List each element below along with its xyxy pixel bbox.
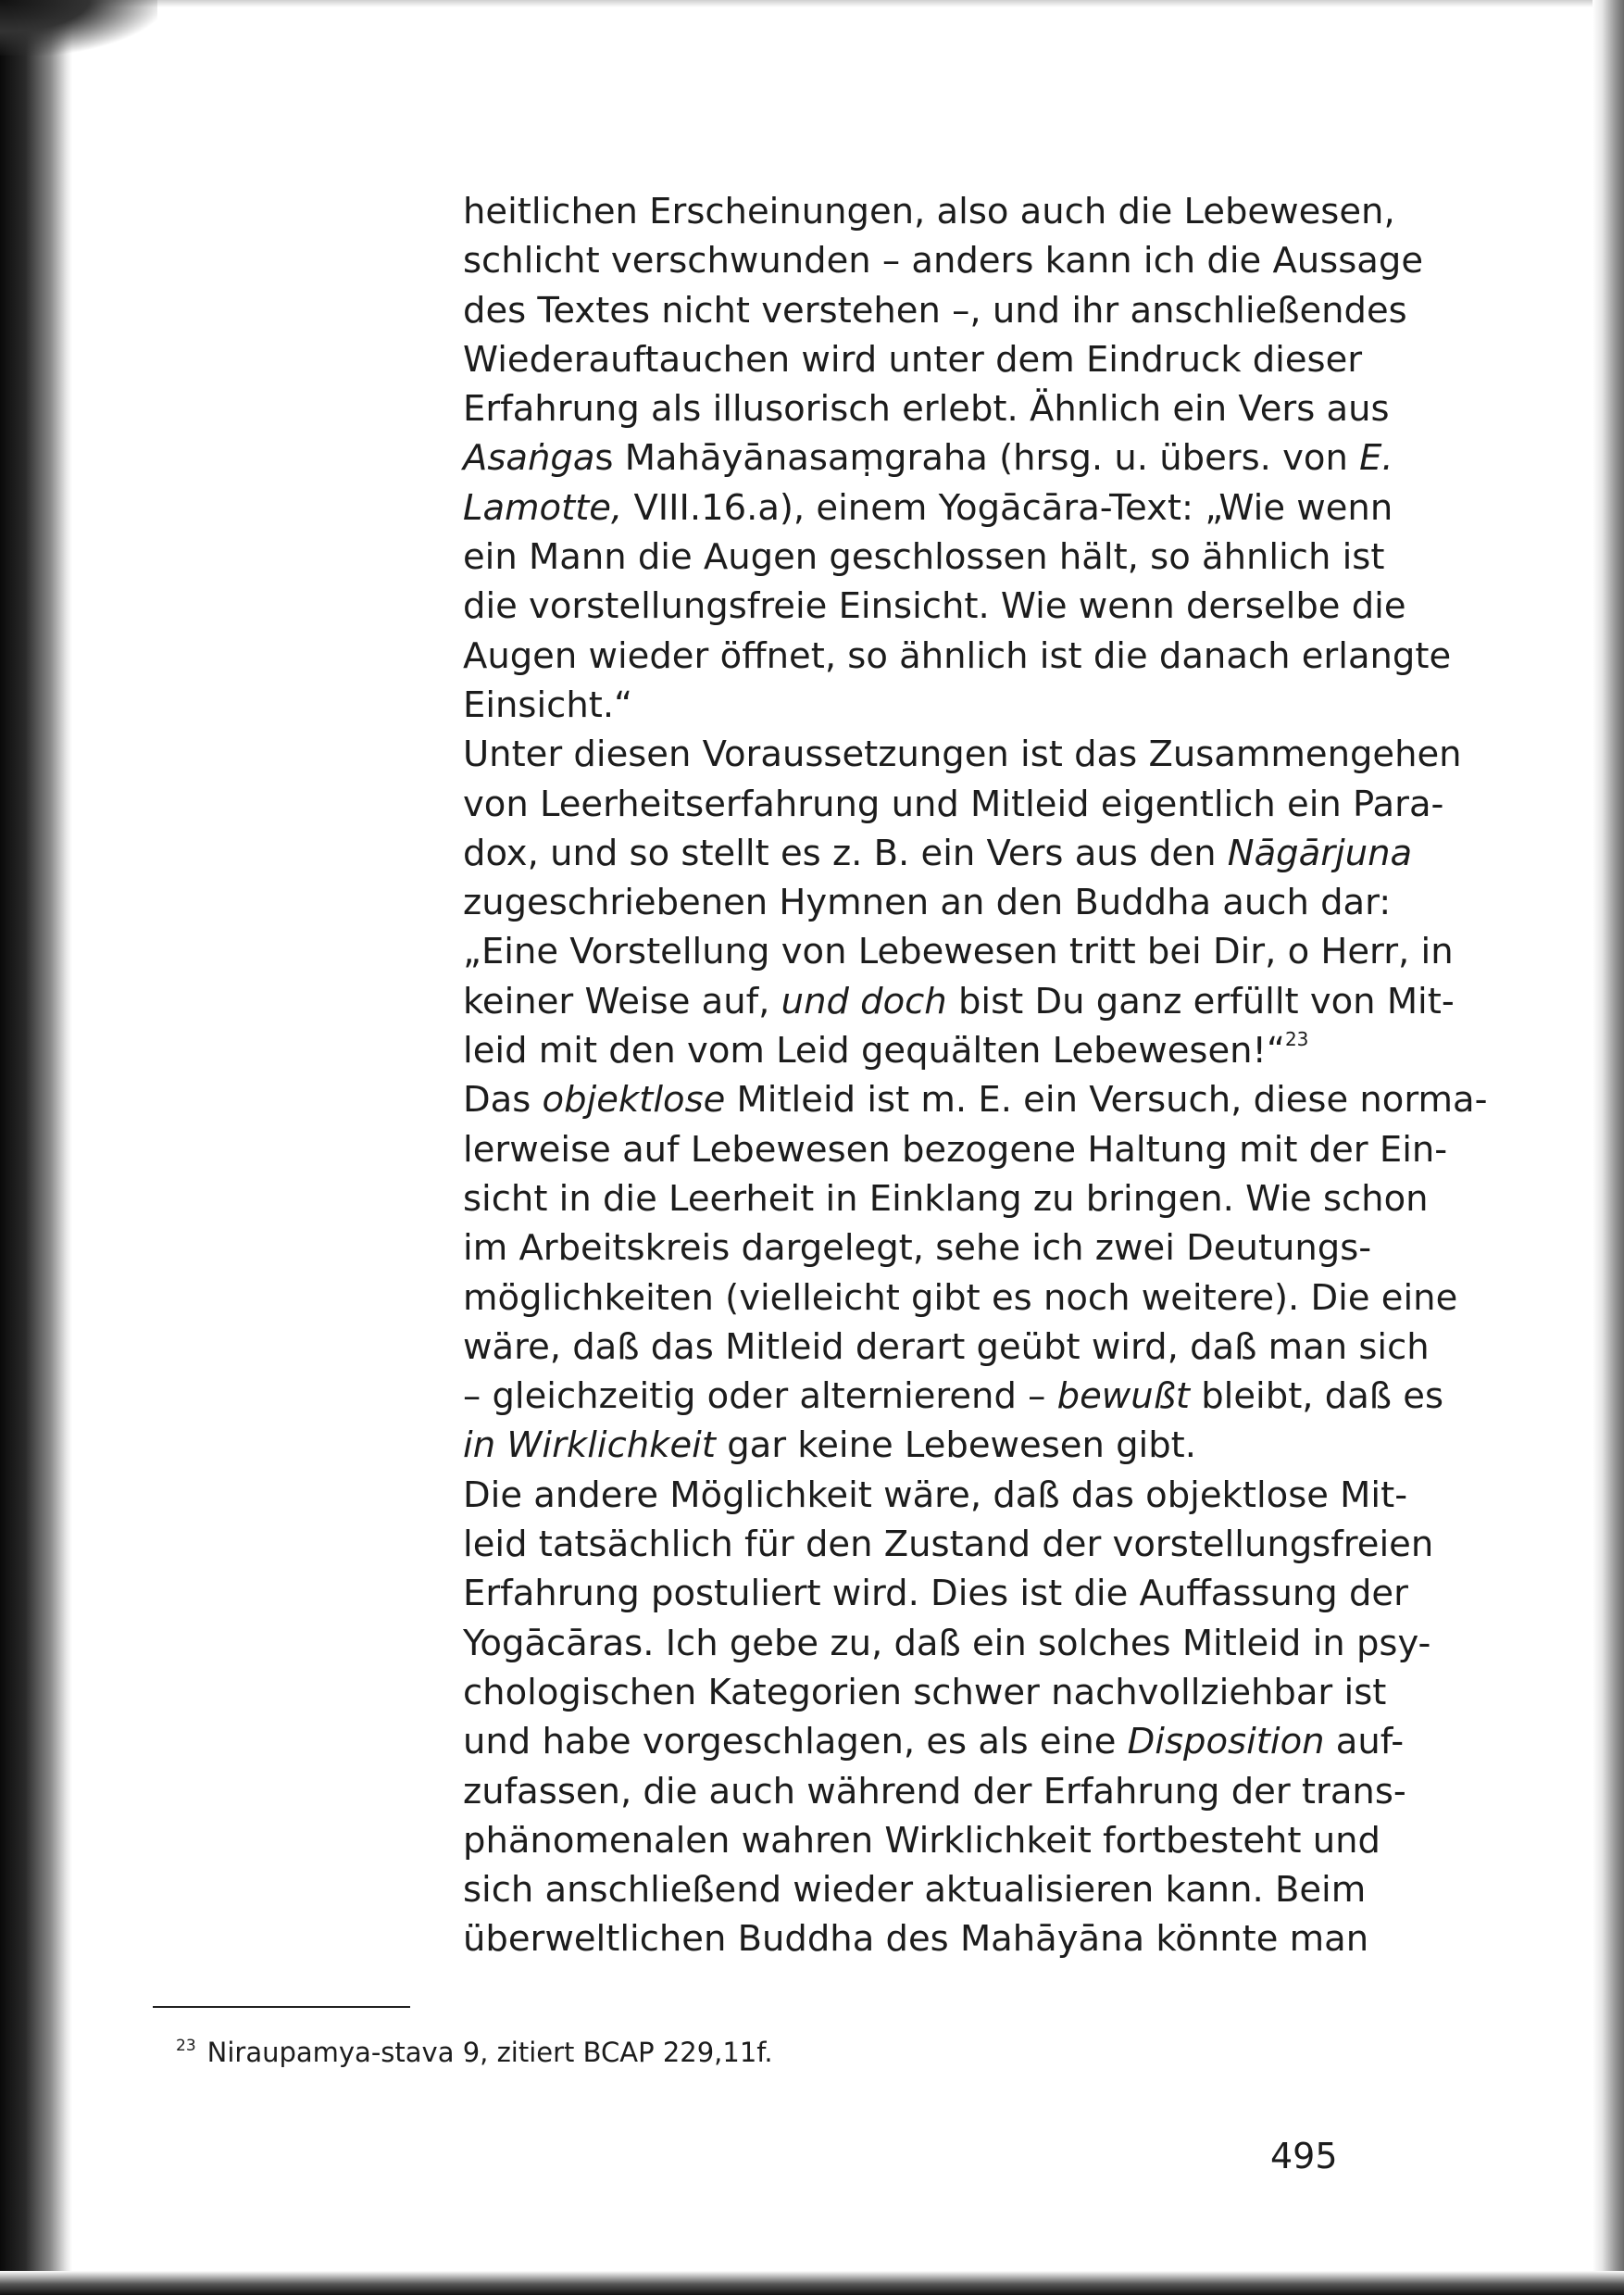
italic-text: E. xyxy=(1359,437,1393,480)
text-run: von Leerheitserfahrung und Mitleid eigentlich ein Para- xyxy=(463,783,1444,825)
text-line xyxy=(463,878,1392,927)
text-line xyxy=(463,1767,1406,1816)
text-run: schlicht verschwunden – anders kann ich die Aussage xyxy=(463,240,1424,282)
text-line xyxy=(463,1816,1380,1865)
italic-text: und doch xyxy=(781,980,947,1022)
text-run: Das xyxy=(463,1079,543,1122)
text-line xyxy=(463,533,1385,582)
text-line xyxy=(463,1223,1372,1273)
text-line xyxy=(463,483,1393,533)
text-line xyxy=(463,582,1406,631)
text-run: und habe vorgeschlagen, es als eine xyxy=(463,1721,1128,1763)
text-run: zugeschriebenen Hymnen an den Buddha auch dar: xyxy=(463,882,1392,924)
text-line xyxy=(463,1569,1408,1618)
text-run: – gleichzeitig oder alternierend – xyxy=(463,1375,1057,1418)
text-line xyxy=(463,1717,1405,1766)
text-line xyxy=(463,433,1393,483)
text-run: ein Mann die Augen geschlossen hält, so ähnlich ist xyxy=(463,536,1385,579)
text-line xyxy=(463,1323,1430,1372)
text-run: chologischen Kategorien schwer nachvollziehbar ist xyxy=(463,1671,1387,1713)
italic-text: bewußt xyxy=(1056,1375,1190,1418)
text-line xyxy=(463,1125,1448,1174)
italic-text: Nāgārjuna xyxy=(1227,832,1413,874)
text-line xyxy=(463,1668,1387,1717)
text-run: bleibt, daß es xyxy=(1190,1375,1444,1418)
footnote-separator xyxy=(153,2006,410,2008)
text-line xyxy=(463,1421,1343,1470)
text-run: Erfahrung postuliert wird. Dies ist die Auffassung der xyxy=(463,1573,1408,1615)
text-line xyxy=(463,632,1452,681)
text-run: Die andere Möglichkeit wäre, daß das objektlose Mit- xyxy=(463,1474,1408,1516)
text-run: Erfahrung als illusorisch erlebt. Ähnlich ein Vers aus xyxy=(463,388,1390,431)
page-right-edge xyxy=(1593,0,1624,2295)
text-run: zufassen, die auch während der Erfahrung der trans- xyxy=(463,1770,1406,1812)
binding-shadow xyxy=(0,0,72,2295)
body-text xyxy=(463,187,1488,1964)
text-line xyxy=(463,1914,1369,1963)
text-line xyxy=(463,187,1395,236)
text-line xyxy=(463,1075,1488,1124)
text-run: phänomenalen wahren Wirklichkeit fortbesteht und xyxy=(463,1819,1380,1862)
text-line xyxy=(463,1471,1408,1520)
text-run: VIII.16.a), einem Yogācāra-Text: „Wie wenn xyxy=(622,486,1393,529)
text-run: gar keine Lebewesen gibt. xyxy=(715,1424,1196,1467)
text-line xyxy=(463,977,1455,1026)
text-line xyxy=(463,1026,1343,1075)
text-run: Augen wieder öffnet, so ähnlich ist die danach erlangte xyxy=(463,634,1452,677)
text-run: die vorstellungsfreie Einsicht. Wie wenn derselbe die xyxy=(463,585,1406,628)
footnote xyxy=(176,2034,773,2071)
binding-curl xyxy=(0,0,157,56)
italic-text: in Wirklichkeit xyxy=(463,1424,716,1467)
footnote-reference: 23 xyxy=(1284,1028,1309,1051)
text-run: Mitleid ist m. E. ein Versuch, diese norma- xyxy=(725,1079,1488,1122)
text-line xyxy=(463,1273,1458,1323)
text-line xyxy=(463,384,1390,433)
text-run: im Arbeitskreis dargelegt, sehe ich zwei Deutungs- xyxy=(463,1227,1372,1270)
page-top-edge xyxy=(0,0,1624,7)
text-run: lerweise auf Lebewesen bezogene Haltung mit der Ein- xyxy=(463,1128,1448,1171)
text-run: „Eine Vorstellung von Lebewesen tritt bei Dir, o Herr, in xyxy=(463,931,1454,973)
text-line xyxy=(463,1520,1434,1569)
page-bottom-edge xyxy=(0,2271,1624,2295)
text-line xyxy=(463,927,1454,976)
text-line xyxy=(463,1174,1429,1223)
text-run: des Textes nicht verstehen –, und ihr anschließendes xyxy=(463,289,1407,332)
text-line xyxy=(463,1865,1367,1914)
text-run: Unter diesen Voraussetzungen ist das Zusammengehen xyxy=(463,734,1462,776)
text-line xyxy=(463,286,1407,335)
footnote-text: Niraupamya-stava 9, zitiert BCAP 229,11f. xyxy=(206,2037,773,2068)
text-line xyxy=(463,730,1462,779)
text-run: leid mit den vom Leid gequälten Lebewesen!“ xyxy=(463,1030,1285,1072)
text-run: sicht in die Leerheit in Einklang zu bringen. Wie schon xyxy=(463,1177,1429,1220)
text-run: möglichkeiten (vielleicht gibt es noch weitere). Die eine xyxy=(463,1276,1458,1319)
text-run: Einsicht.“ xyxy=(463,683,633,726)
text-run: bist Du ganz erfüllt von Mit- xyxy=(946,980,1455,1022)
footnote-marker: 23 xyxy=(176,2037,196,2055)
text-run: Yogācāras. Ich gebe zu, daß ein solches Mitleid in psy- xyxy=(463,1622,1431,1664)
page-number: 495 xyxy=(1270,2136,1338,2176)
text-run: überweltlichen Buddha des Mahāyāna könnte man xyxy=(463,1918,1369,1961)
text-run: heitlichen Erscheinungen, also auch die Lebewesen, xyxy=(463,191,1395,232)
text-line xyxy=(463,1619,1431,1668)
text-line xyxy=(463,780,1444,829)
text-run: auf- xyxy=(1324,1721,1405,1763)
text-line xyxy=(463,335,1363,384)
text-line xyxy=(463,1372,1444,1421)
text-run: Wiederauftauchen wird unter dem Eindruck dieser xyxy=(463,338,1363,381)
italic-text: Lamotte, xyxy=(463,486,623,529)
text-run: dox, und so stellt es z. B. ein Vers aus den xyxy=(463,832,1228,874)
text-run: sich anschließend wieder aktualisieren kann. Beim xyxy=(463,1869,1367,1912)
text-run: leid tatsächlich für den Zustand der vorstellungsfreien xyxy=(463,1524,1434,1566)
text-line xyxy=(463,236,1424,285)
italic-text: Disposition xyxy=(1127,1721,1325,1763)
text-line xyxy=(463,681,1343,730)
text-line xyxy=(463,829,1413,878)
text-run: s Mahāyānasaṃgraha (hrsg. u. übers. von xyxy=(594,437,1360,480)
text-run: wäre, daß das Mitleid derart geübt wird, daß man sich xyxy=(463,1325,1430,1368)
text-run: keiner Weise auf, xyxy=(463,980,781,1022)
italic-text: objektlose xyxy=(542,1079,726,1122)
italic-text: Asaṅga xyxy=(463,437,595,480)
